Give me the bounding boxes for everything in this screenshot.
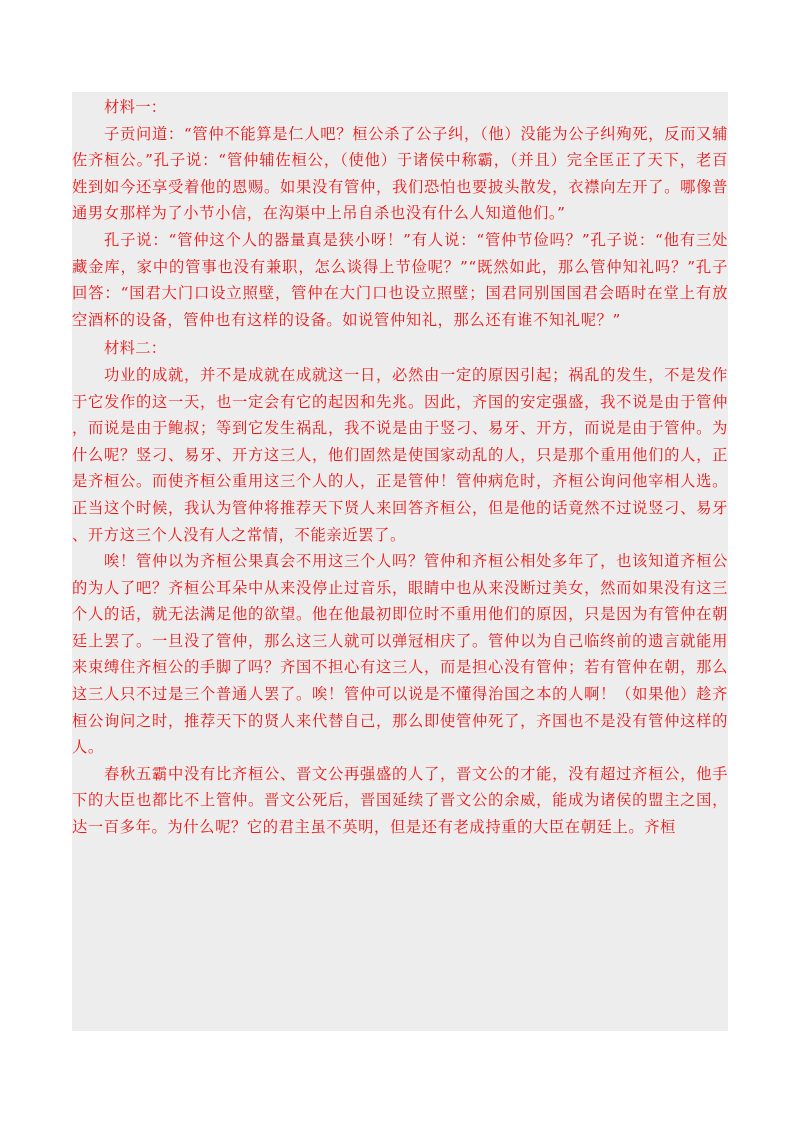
section-2-paragraph-3: 春秋五霸中没有比齐桓公、晋文公再强盛的人了，晋文公的才能，没有超过齐桓公，他手下的大臣也都比不上管仲。晋文公死后，晋国延续了晋文公的余威，能成为诸侯的盟主之国，达一百多年。为什么呢？它的君主虽不英明，但是还有老成持重的大臣在朝廷上。齐桓 xyxy=(72,764,728,837)
section-1-paragraph-1: 子贡问道：“管仲不能算是仁人吧？桓公杀了公子纠，（他）没能为公子纠殉死，反而又辅佐齐桓公。”孔子说：“管仲辅佐桓公，（使他）于诸侯中称霸，（并且）完全匡正了天下，老百姓到如今还享受着他的恩赐。如果没有管仲，我们恐怕也要披头散发，衣襟向左开了。哪像普通男女那样为了小节小信，在沟渠中上吊自杀也没有什么人知道他们。” xyxy=(72,124,728,223)
section-1-paragraph-2: 孔子说：“管仲这个人的器量真是狭小呀！”有人说：“管仲节俭吗？”孔子说：“他有三处藏金库，家中的管事也没有兼职，怎么谈得上节俭呢？”“既然如此，那么管仲知礼吗？”孔子回答：“国君大门口设立照壁，管仲在大门口也设立照壁；国君同别国国君会晤时在堂上有放空酒杯的设备，管仲也有这样的设备。如说管仲知礼，那么还有谁不知礼呢？” xyxy=(72,230,728,329)
section-2-paragraph-2: 唉！管仲以为齐桓公果真会不用这三个人吗？管仲和齐桓公相处多年了，也该知道齐桓公的为人了吧？齐桓公耳朵中从来没停止过音乐，眼睛中也从来没断过美女，然而如果没有这三个人的话，就无法满足他的欲望。他在他最初即位时不重用他们的原因，只是因为有管仲在朝廷上罢了。一旦没了管仲，那么这三人就可以弹冠相庆了。管仲以为自己临终前的遗言就能用来束缚住齐桓公的手脚了吗？齐国不担心有这三人，而是担心没有管仲；若有管仲在朝，那么这三人只不过是三个普通人罢了。唉！管仲可以说是不懂得治国之本的人啊！（如果他）趁齐桓公询问之时，推荐天下的贤人来代替自己，那么即使管仲死了，齐国也不是没有管仲这样的人。 xyxy=(72,552,728,757)
document-page xyxy=(72,92,728,1031)
section-2-paragraph-1: 功业的成就，并不是成就在成就这一日，必然由一定的原因引起；祸乱的发生，不是发作于它发作的这一天，也一定会有它的起因和先兆。因此，齐国的安定强盛，我不说是由于管仲，而说是由于鲍叔；等到它发生祸乱，我不说是由于竖刁、易牙、开方，而说是由于管仲。为什么呢？竖刁、易牙、开方这三人，他们固然是使国家动乱的人，只是那个重用他们的人，正是齐桓公。而使齐桓公重用这三个人的人，正是管仲！管仲病危时，齐桓公询问他宰相人选。正当这个时候，我认为管仲将推荐天下贤人来回答齐桓公，但是他的话竟然不过说竖刁、易牙、开方这三个人没有人之常情，不能亲近罢了。 xyxy=(72,365,728,544)
section-heading-1: 材料一： xyxy=(104,98,167,116)
document-content xyxy=(72,92,728,841)
section-heading-2: 材料二： xyxy=(104,339,167,358)
